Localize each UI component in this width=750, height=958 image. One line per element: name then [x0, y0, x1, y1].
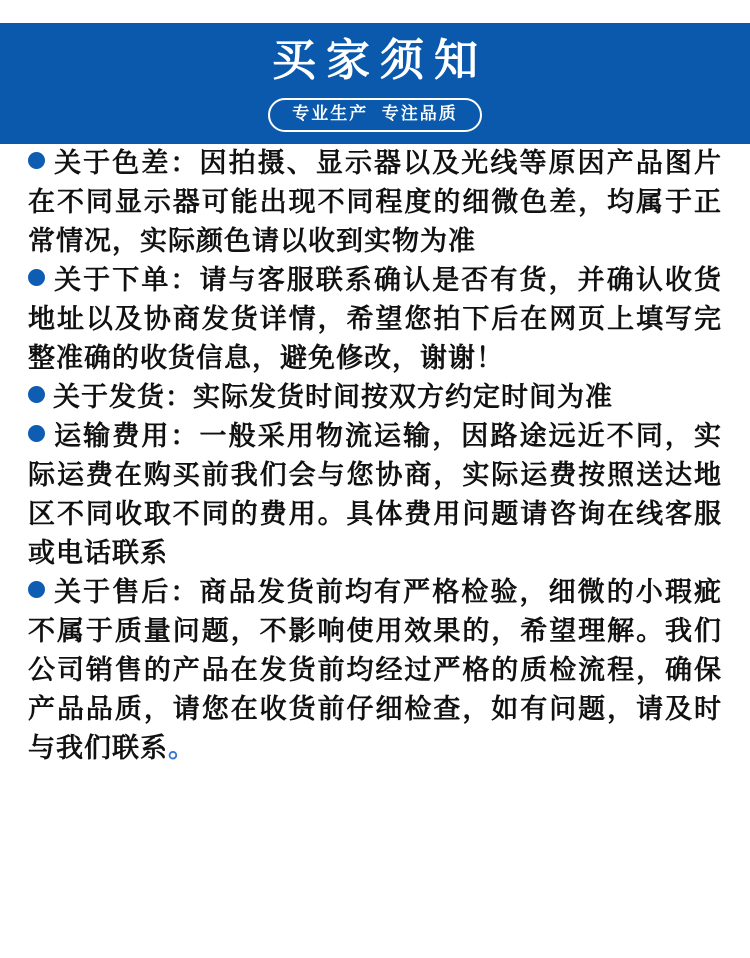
header-banner	[0, 23, 750, 144]
notice-paragraph-after-sales	[28, 573, 722, 768]
notice-paragraph-ordering	[28, 261, 722, 378]
bullet-icon	[28, 425, 45, 442]
tagline-pill: 专业生产 专注品质	[268, 98, 481, 132]
bullet-icon	[28, 581, 45, 598]
notice-paragraph-color-difference	[28, 144, 722, 261]
notice-text: 关于色差：因拍摄、显示器以及光线等原因产品图片在不同显示器可能出现不同程度的细微色差，均属于正常情况，实际颜色请以收到实物为准	[28, 148, 722, 256]
bullet-icon	[28, 269, 45, 286]
notice-text: 运输费用：一般采用物流运输，因路途远近不同，实际运费在购买前我们会与您协商，实际运费按照送达地区不同收取不同的费用。具体费用问题请咨询在线客服或电话联系	[28, 421, 722, 568]
buyer-notice-page	[0, 23, 750, 958]
notice-suffix: 。	[168, 733, 196, 763]
notice-text: 关于下单：请与客服联系确认是否有货，并确认收货地址以及协商发货详情，希望您拍下后在网页上填写完整准确的收货信息，避免修改，谢谢！	[28, 265, 722, 373]
bullet-icon	[28, 386, 45, 403]
notice-text: 关于售后：商品发货前均有严格检验，细微的小瑕疵不属于质量问题，不影响使用效果的，希望理解。我们公司销售的产品在发货前均经过严格的质检流程，确保产品品质，请您在收货前仔细检查，如有问题，请及时与我们联系	[28, 577, 722, 763]
notice-paragraph-freight-cost	[28, 417, 722, 573]
notice-list	[0, 144, 750, 768]
bullet-icon	[28, 152, 45, 169]
notice-paragraph-shipping-time	[28, 378, 722, 417]
notice-text: 关于发货：实际发货时间按双方约定时间为准	[53, 382, 613, 412]
page-title: 买家须知	[272, 36, 488, 86]
